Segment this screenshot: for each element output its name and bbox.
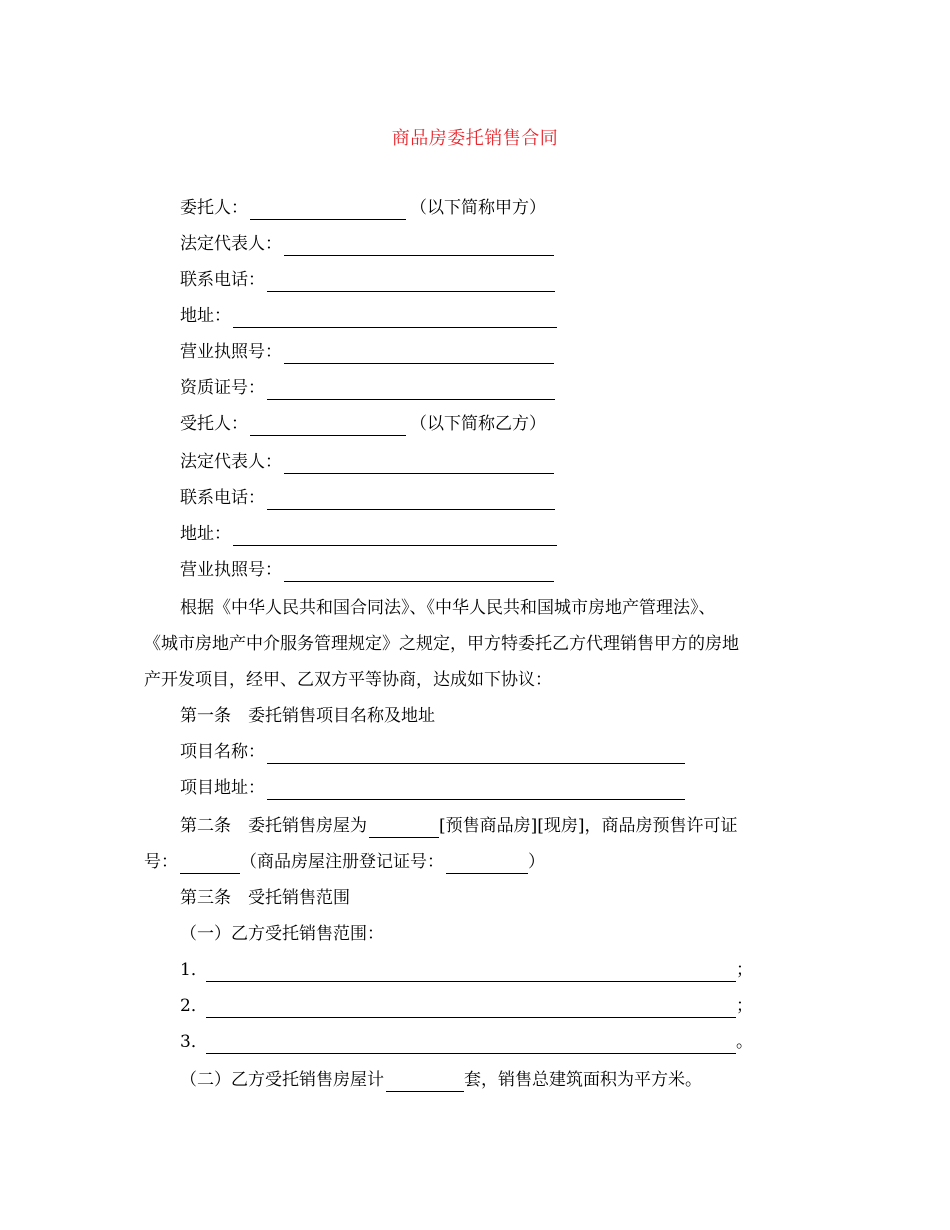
party-a-phone-blank[interactable] [267,273,555,292]
party-b-phone-row [180,486,555,510]
list-item-end: ； [736,960,753,980]
list-item-blank[interactable] [206,963,736,982]
list-item-end: 。 [736,1032,753,1052]
agent-label: 受托人： [180,414,248,434]
party-a-address-row [180,304,557,328]
party-b-phone-label: 联系电话： [180,488,265,508]
party-a-address-blank[interactable] [233,309,557,328]
list-item-blank[interactable] [206,1035,736,1054]
list-item [180,994,753,1018]
party-b-rep-label: 法定代表人： [180,452,282,472]
agent-blank[interactable] [250,417,406,436]
party-a-address-label: 地址： [180,306,231,326]
article-2-prefix: 第二条 委托销售房屋为 [180,816,367,836]
agent-suffix: （以下简称乙方） [410,414,546,434]
list-item-number: 1． [180,960,208,980]
list-item-blank[interactable] [206,999,736,1018]
article-3-sub-2 [180,1068,702,1092]
party-a-phone-row [180,268,555,292]
project-address-blank[interactable] [267,781,685,800]
agent-row [180,412,546,436]
client-row [180,196,546,220]
unit-count-suffix: 套，销售总建筑面积为平方米。 [464,1070,702,1090]
article-3-sub-1: （一）乙方受托销售范围： [180,924,384,944]
permit-no-label: 号： [144,852,178,872]
client-suffix: （以下简称甲方） [410,198,546,218]
party-b-rep-blank[interactable] [284,455,554,474]
party-b-address-label: 地址： [180,524,231,544]
client-blank[interactable] [250,201,406,220]
party-b-license-blank[interactable] [284,563,554,582]
permit-no-blank[interactable] [180,855,240,874]
registration-no-close: ） [528,852,545,872]
party-a-phone-label: 联系电话： [180,270,265,290]
party-b-phone-blank[interactable] [267,491,555,510]
list-item-number: 3． [180,1032,208,1052]
intro-paragraph-line-1: 根据《中华人民共和国合同法》、《中华人民共和国城市房地产管理法》、 [180,598,716,618]
registration-no-blank[interactable] [446,855,528,874]
party-b-license-label: 营业执照号： [180,560,282,580]
party-a-license-label: 营业执照号： [180,342,282,362]
registration-no-label: （商品房屋注册登记证号： [240,852,444,872]
party-a-qualification-row [180,376,555,400]
client-label: 委托人： [180,198,248,218]
party-a-rep-row [180,232,554,256]
project-name-blank[interactable] [267,745,685,764]
party-a-qualification-label: 资质证号： [180,378,265,398]
article-1-heading: 第一条 委托销售项目名称及地址 [180,706,435,726]
project-name-row [180,740,685,764]
project-address-row [180,776,685,800]
list-item-end: ； [736,996,753,1016]
list-item [180,958,753,982]
intro-paragraph-line-3: 产开发项目，经甲、乙双方平等协商，达成如下协议： [144,670,552,690]
project-address-label: 项目地址： [180,778,265,798]
unit-count-label: （二）乙方受托销售房屋计 [180,1070,384,1090]
party-a-license-blank[interactable] [284,345,554,364]
party-a-qualification-blank[interactable] [267,381,555,400]
document-title: 商品房委托销售合同 [391,128,559,149]
unit-count-blank[interactable] [386,1073,464,1092]
article-3-heading: 第三条 受托销售范围 [180,888,350,908]
party-b-address-blank[interactable] [233,527,557,546]
list-item [180,1030,753,1054]
article-2-line-1 [180,814,738,838]
intro-paragraph-line-2: 《城市房地产中介服务管理规定》之规定，甲方特委托乙方代理销售甲方的房地 [144,634,739,654]
party-b-address-row [180,522,557,546]
party-b-license-row [180,558,554,582]
article-2-suffix: [预售商品房][现房]，商品房预售许可证 [439,816,738,836]
party-b-rep-row [180,450,554,474]
house-type-blank[interactable] [369,819,439,838]
party-a-rep-blank[interactable] [284,237,554,256]
list-item-number: 2． [180,996,208,1016]
project-name-label: 项目名称： [180,742,265,762]
party-a-rep-label: 法定代表人： [180,234,282,254]
article-2-line-2 [144,850,545,874]
party-a-license-row [180,340,554,364]
